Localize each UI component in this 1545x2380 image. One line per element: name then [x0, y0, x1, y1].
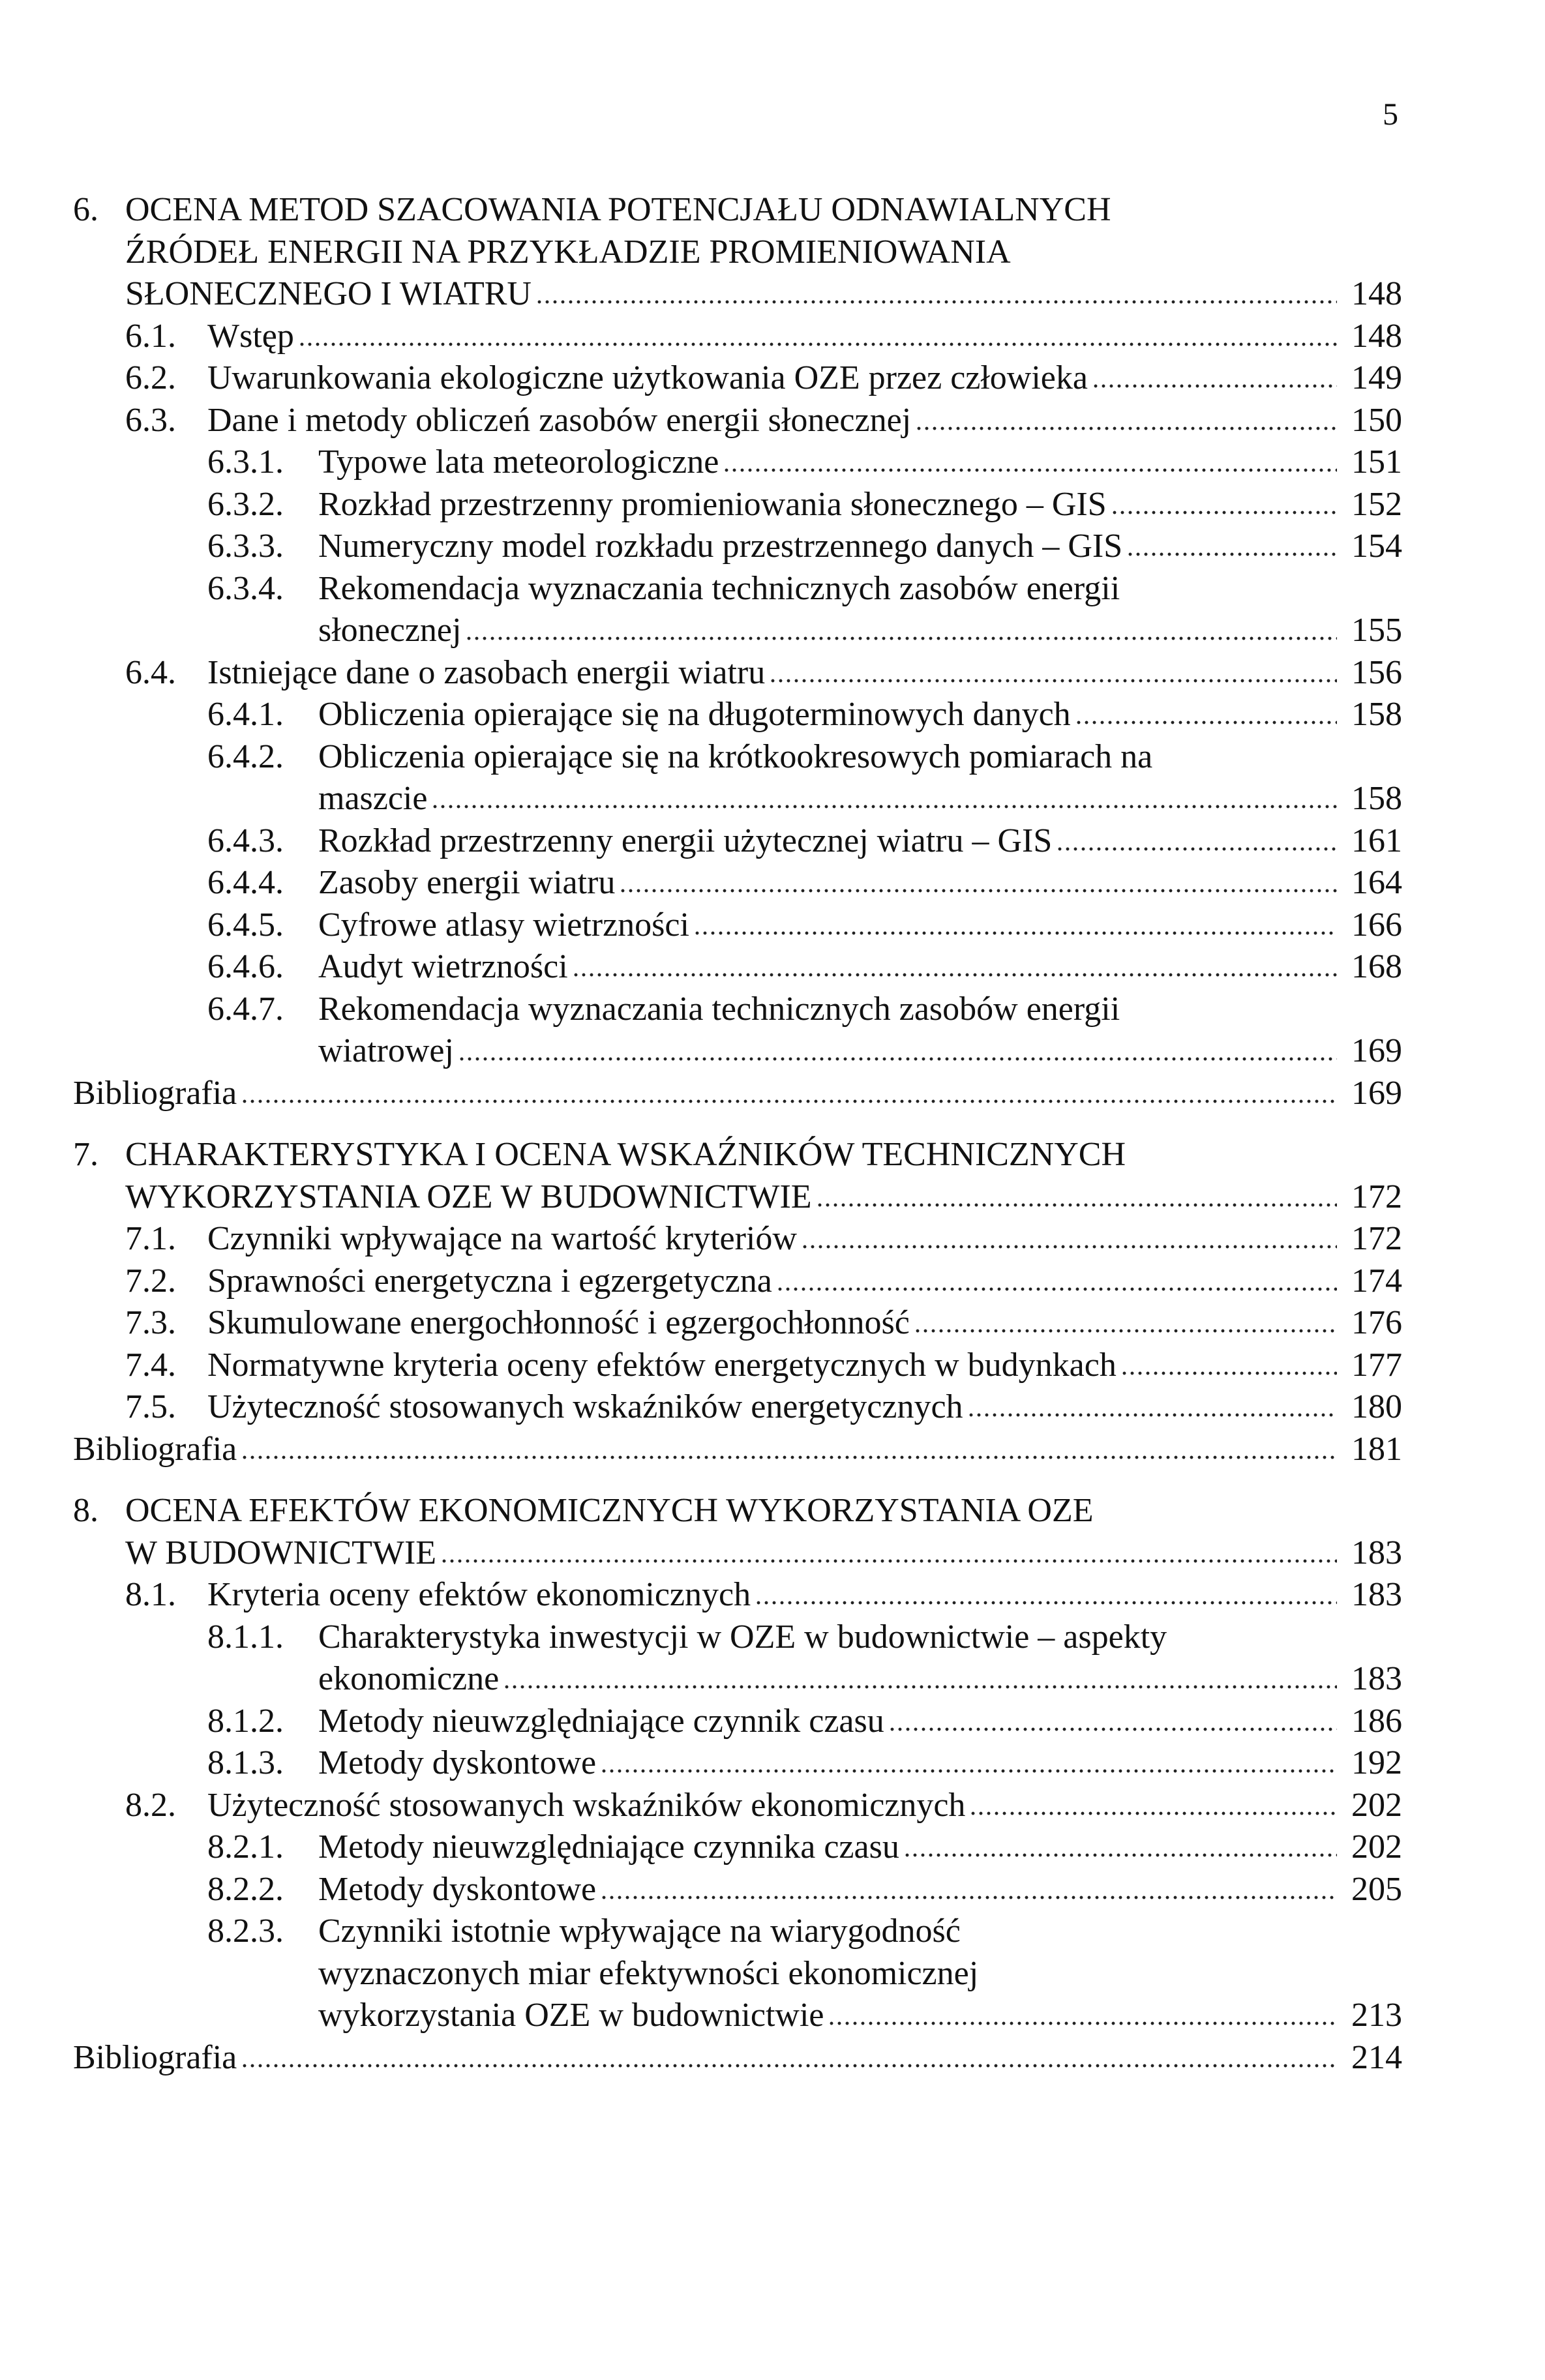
toc-entry — [125, 357, 1402, 399]
entry-page-number: 183 — [1351, 1660, 1402, 1697]
entry-title: W BUDOWNICTWIE — [125, 1534, 437, 1571]
toc-entry-continuation — [318, 778, 1402, 820]
entry-title: Typowe lata meteorologiczne — [318, 443, 719, 481]
entry-page-number: 158 — [1351, 696, 1402, 733]
dot-leader — [572, 972, 1337, 977]
dot-leader — [619, 888, 1337, 893]
entry-title: Czynniki wpływające na wartość kryteriów — [207, 1220, 797, 1257]
entry-title: Sprawności energetyczna i egzergetyczna — [207, 1262, 772, 1300]
dot-leader — [967, 1412, 1337, 1418]
dot-leader — [535, 299, 1337, 305]
entry-page-number: 148 — [1351, 275, 1402, 312]
dot-leader — [723, 468, 1337, 473]
entry-page-number: 172 — [1351, 1220, 1402, 1257]
entry-title: Bibliografia — [73, 1430, 237, 1468]
page-number: 5 — [1383, 97, 1398, 132]
toc-entry-continuation — [318, 1658, 1402, 1700]
entry-number: 8.1.2. — [207, 1702, 284, 1740]
entry-title: Rozkład przestrzenny energii użytecznej wiatru – GIS — [318, 822, 1053, 859]
entry-number: 7. — [73, 1136, 98, 1173]
toc-entry — [207, 736, 1402, 778]
entry-title: Skumulowane energochłonność i egzergochłonność — [207, 1304, 910, 1341]
entry-number: 6.3.3. — [207, 528, 284, 565]
entry-page-number: 150 — [1351, 401, 1402, 439]
chapter-heading-line — [125, 1176, 1402, 1218]
toc-entry — [125, 400, 1402, 441]
dot-leader — [600, 1768, 1337, 1774]
bibliography-entry — [73, 2037, 1402, 2079]
entry-title: Rozkład przestrzenny promieniowania słonecznego – GIS — [318, 485, 1107, 523]
entry-number: 8.2.1. — [207, 1828, 284, 1866]
entry-page-number: 183 — [1351, 1576, 1402, 1613]
chapter-heading-line — [125, 1532, 1402, 1574]
dot-leader — [828, 2021, 1337, 2026]
toc-entry — [207, 1616, 1402, 1658]
dot-leader — [241, 1099, 1337, 1104]
toc-entry — [125, 316, 1402, 357]
entry-number: 6.3.1. — [207, 443, 284, 481]
dot-leader — [1111, 510, 1337, 515]
toc-entry — [207, 1869, 1402, 1911]
entry-page-number: 192 — [1351, 1744, 1402, 1781]
entry-page-number: 164 — [1351, 864, 1402, 901]
entry-title: Dane i metody obliczeń zasobów energii słonecznej — [207, 401, 912, 439]
chapter-heading-line — [125, 273, 1402, 315]
dot-leader — [241, 2063, 1337, 2068]
dot-leader — [458, 1056, 1337, 1062]
toc-entry — [125, 1345, 1402, 1386]
dot-leader — [465, 636, 1337, 641]
entry-page-number: 205 — [1351, 1870, 1402, 1908]
toc-entry — [125, 652, 1402, 694]
entry-title: Obliczenia opierające się na długoterminowych danych — [318, 696, 1071, 733]
toc-entry — [125, 1785, 1402, 1826]
entry-number: 7.2. — [125, 1262, 176, 1300]
entry-number: 6.4.1. — [207, 696, 284, 733]
entry-title: CHARAKTERYSTYKA I OCENA WSKAŹNIKÓW TECHNICZNYCH — [125, 1136, 1126, 1173]
entry-title: Metody nieuwzględniające czynnika czasu — [318, 1828, 899, 1866]
entry-page-number: 148 — [1351, 317, 1402, 355]
toc-entry — [207, 484, 1402, 526]
entry-title: OCENA EFEKTÓW EKONOMICZNYCH WYKORZYSTANIA OZE — [125, 1492, 1094, 1529]
entry-title: Bibliografia — [73, 2038, 237, 2076]
entry-title: Bibliografia — [73, 1074, 237, 1112]
entry-title: Użyteczność stosowanych wskaźników energetycznych — [207, 1388, 963, 1425]
entry-title: Audyt wietrzności — [318, 948, 568, 985]
toc-entry — [207, 820, 1402, 862]
dot-leader — [1056, 846, 1337, 852]
entry-title: Istniejące dane o zasobach energii wiatru — [207, 653, 766, 691]
entry-number: 7.3. — [125, 1304, 176, 1341]
entry-title: Numeryczny model rozkładu przestrzennego danych – GIS — [318, 528, 1123, 565]
dot-leader — [801, 1244, 1337, 1249]
entry-page-number: 177 — [1351, 1346, 1402, 1384]
toc-entry-continuation — [318, 1030, 1402, 1072]
entry-number: 8.1.1. — [207, 1618, 284, 1656]
dot-leader — [440, 1558, 1337, 1564]
entry-number: 6.4.7. — [207, 990, 284, 1028]
entry-number: 6.4.3. — [207, 822, 284, 859]
dot-leader — [915, 426, 1337, 431]
entry-title: słonecznej — [318, 612, 462, 649]
toc-entry — [125, 1302, 1402, 1344]
entry-title: Normatywne kryteria oceny efektów energetycznych w budynkach — [207, 1346, 1117, 1384]
entry-page-number: 172 — [1351, 1178, 1402, 1215]
entry-page-number: 156 — [1351, 653, 1402, 691]
dot-leader — [816, 1202, 1337, 1208]
entry-title: ŹRÓDEŁ ENERGII NA PRZYKŁADZIE PROMIENIOWANIA — [125, 233, 1011, 271]
entry-title: Zasoby energii wiatru — [318, 864, 616, 901]
entry-page-number: 186 — [1351, 1702, 1402, 1740]
entry-number: 6.1. — [125, 317, 176, 355]
dot-leader — [241, 1455, 1337, 1460]
toc-entry — [207, 441, 1402, 483]
entry-number: 6.3. — [125, 401, 176, 439]
toc-entry — [125, 1386, 1402, 1428]
entry-number: 6.2. — [125, 359, 176, 396]
entry-title: Czynniki istotnie wpływające na wiarygodność — [318, 1912, 961, 1950]
entry-title: ekonomiczne — [318, 1660, 500, 1697]
dot-leader — [1126, 552, 1337, 557]
entry-page-number: 169 — [1351, 1074, 1402, 1112]
entry-page-number: 202 — [1351, 1786, 1402, 1824]
dot-leader — [776, 1287, 1337, 1292]
dot-leader — [693, 930, 1337, 936]
dot-leader — [503, 1684, 1337, 1689]
entry-title: Obliczenia opierające się na krótkookresowych pomiarach na — [318, 737, 1153, 775]
entry-number: 6.4.5. — [207, 906, 284, 944]
entry-number: 8.2.3. — [207, 1912, 284, 1950]
entry-number: 7.5. — [125, 1388, 176, 1425]
dot-leader — [969, 1811, 1337, 1816]
toc-entry — [207, 904, 1402, 946]
entry-page-number: 202 — [1351, 1828, 1402, 1866]
entry-number: 6.4.6. — [207, 948, 284, 985]
entry-number: 6.4.2. — [207, 737, 284, 775]
entry-page-number: 169 — [1351, 1032, 1402, 1069]
toc-entry — [207, 862, 1402, 904]
entry-number: 8.2.2. — [207, 1870, 284, 1908]
entry-number: 6.4.4. — [207, 864, 284, 901]
entry-number: 6.4. — [125, 653, 176, 691]
toc-entry-continuation — [318, 1995, 1402, 2036]
entry-number: 7.1. — [125, 1220, 176, 1257]
toc-entry — [207, 526, 1402, 567]
entry-number: 8.1. — [125, 1576, 176, 1613]
entry-title: Metody nieuwzględniające czynnik czasu — [318, 1702, 884, 1740]
entry-number: 7.4. — [125, 1346, 176, 1384]
dot-leader — [431, 804, 1337, 809]
toc-entry — [207, 1911, 1402, 1952]
entry-title: maszcie — [318, 780, 428, 817]
dot-leader — [600, 1895, 1337, 1900]
entry-page-number: 149 — [1351, 359, 1402, 396]
chapter-heading-line — [125, 231, 1402, 273]
entry-title: Użyteczność stosowanych wskaźników ekonomicznych — [207, 1786, 966, 1824]
entry-page-number: 176 — [1351, 1304, 1402, 1341]
dot-leader — [1092, 383, 1337, 389]
entry-number: 8. — [73, 1492, 98, 1529]
entry-page-number: 155 — [1351, 612, 1402, 649]
entry-title: Charakterystyka inwestycji w OZE w budownictwie – aspekty — [318, 1618, 1167, 1656]
entry-page-number: 174 — [1351, 1262, 1402, 1300]
entry-title: OCENA METOD SZACOWANIA POTENCJAŁU ODNAWIALNYCH — [125, 191, 1111, 228]
toc-entry-continuation — [318, 1953, 1402, 1995]
entry-page-number: 158 — [1351, 780, 1402, 817]
toc-entry — [207, 694, 1402, 736]
dot-leader — [755, 1600, 1337, 1605]
entry-title: wiatrowej — [318, 1032, 454, 1069]
dot-leader — [888, 1727, 1337, 1732]
entry-title: Cyfrowe atlasy wietrzności — [318, 906, 689, 944]
chapter-heading-line — [73, 1134, 1402, 1176]
toc-entry — [125, 1260, 1402, 1302]
entry-page-number: 183 — [1351, 1534, 1402, 1571]
dot-leader — [298, 342, 1337, 347]
entry-page-number: 154 — [1351, 528, 1402, 565]
entry-page-number: 151 — [1351, 443, 1402, 481]
dot-leader — [1075, 720, 1337, 725]
entry-title: wyznaczonych miar efektywności ekonomicznej — [318, 1954, 979, 1992]
toc-entry — [125, 1218, 1402, 1260]
entry-title: SŁONECZNEGO I WIATRU — [125, 275, 532, 312]
entry-title: Metody dyskontowe — [318, 1744, 597, 1781]
toc-entry — [207, 946, 1402, 988]
entry-page-number: 214 — [1351, 2038, 1402, 2076]
entry-page-number: 213 — [1351, 1997, 1402, 2034]
chapter-heading-line — [73, 189, 1402, 231]
toc-entry-continuation — [318, 610, 1402, 651]
entry-title: Uwarunkowania ekologiczne użytkowania OZE przez człowieka — [207, 359, 1088, 396]
dot-leader — [914, 1328, 1337, 1333]
dot-leader — [903, 1852, 1337, 1858]
entry-number: 6.3.2. — [207, 485, 284, 523]
entry-number: 8.1.3. — [207, 1744, 284, 1781]
entry-page-number: 181 — [1351, 1430, 1402, 1468]
entry-title: Rekomendacja wyznaczania technicznych zasobów energii — [318, 569, 1120, 607]
entry-title: wykorzystania OZE w budownictwie — [318, 1997, 824, 2034]
entry-title: Metody dyskontowe — [318, 1870, 597, 1908]
toc-entry — [207, 1742, 1402, 1784]
entry-title: Rekomendacja wyznaczania technicznych zasobów energii — [318, 990, 1120, 1028]
bibliography-entry — [73, 1073, 1402, 1114]
dot-leader — [1120, 1371, 1337, 1376]
entry-number: 6.3.4. — [207, 569, 284, 607]
entry-number: 6. — [73, 191, 98, 228]
entry-page-number: 161 — [1351, 822, 1402, 859]
entry-page-number: 166 — [1351, 906, 1402, 944]
toc-entry — [207, 568, 1402, 610]
entry-page-number: 180 — [1351, 1388, 1402, 1425]
entry-title: Wstęp — [207, 317, 294, 355]
entry-number: 8.2. — [125, 1786, 176, 1824]
entry-page-number: 168 — [1351, 948, 1402, 985]
entry-title: Kryteria oceny efektów ekonomicznych — [207, 1576, 751, 1613]
chapter-heading-line — [73, 1490, 1402, 1532]
toc-entry — [207, 989, 1402, 1030]
dot-leader — [769, 678, 1337, 683]
bibliography-entry — [73, 1429, 1402, 1470]
entry-title: WYKORZYSTANIA OZE W BUDOWNICTWIE — [125, 1178, 812, 1215]
entry-page-number: 152 — [1351, 485, 1402, 523]
toc-entry — [207, 1701, 1402, 1742]
toc-entry — [125, 1574, 1402, 1616]
toc-entry — [207, 1826, 1402, 1868]
